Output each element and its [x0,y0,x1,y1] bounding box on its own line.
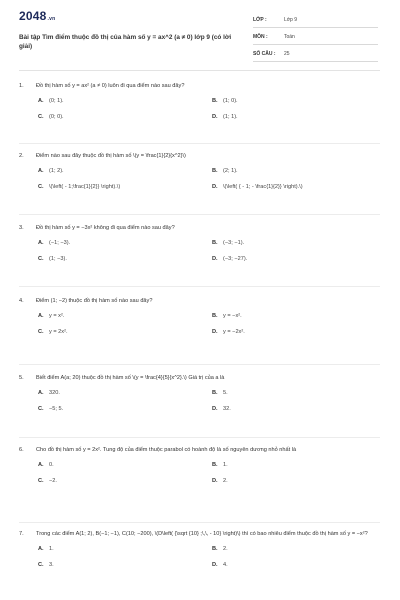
question-3 [19,224,380,270]
option-text: y = −2x². [223,329,245,335]
question-divider [19,286,380,287]
option-text: 1. [49,546,54,552]
question-7 [19,530,380,576]
question-stem [19,446,380,455]
option-letter: B. [212,98,218,104]
question-divider [19,437,380,438]
meta-subject-value: Toán [284,34,295,40]
option-text: 2. [223,478,228,484]
meta-grade [253,14,378,28]
option-letter: B. [212,390,218,396]
option-row [19,114,380,128]
option-text: (0; 1). [49,98,64,104]
option-row [19,256,380,270]
option-a[interactable] [38,168,188,174]
option-letter: C. [38,562,44,568]
option-text: (2; 1). [223,168,238,174]
meta-count-value: 25 [284,51,290,57]
option-row [19,240,380,254]
option-c[interactable] [38,406,188,412]
option-row [19,462,380,476]
option-letter: D. [212,114,218,120]
site-logo[interactable] [19,9,55,23]
option-a[interactable] [38,462,188,468]
option-text: 2. [223,546,228,552]
question-stem [19,530,380,539]
header [0,0,400,60]
question-number: 6. [19,447,24,453]
option-letter: C. [38,114,44,120]
question-text: Biết điểm A(a; 20) thuộc đồ thị hàm số \(y = \frac{4}{5}{x^2}.\) Giá trị của a là [36,375,225,381]
option-row [19,98,380,112]
question-text: Đồ thị hàm số y = ax² (a ≠ 0) luôn đi qua điểm nào sau đây? [36,83,185,89]
option-letter: B. [212,313,218,319]
option-letter: B. [212,462,218,468]
option-text: y = x². [49,313,65,319]
question-number: 4. [19,298,24,304]
option-text: y = 2x². [49,329,68,335]
option-c[interactable] [38,329,188,335]
question-6 [19,446,380,492]
option-letter: B. [212,168,218,174]
option-text: −5; 5. [49,406,64,412]
option-letter: C. [38,406,44,412]
option-text: \(\left( { - 1; - \frac{1}{2}} \right).\) [223,184,303,190]
option-letter: C. [38,478,44,484]
option-letter: A. [38,390,44,396]
option-letter: A. [38,462,44,468]
option-text: y = −x². [223,313,242,319]
question-number: 5. [19,375,24,381]
option-text: \(\left( - 1;\frac{1}{2}} \right).\) [49,184,121,190]
question-text: Cho đồ thị hàm số y = 2x². Tung độ của điểm thuộc parabol có hoành độ là số nguyên dương nhỏ nhất là [36,447,297,453]
option-text: 4. [223,562,228,568]
option-letter: D. [212,478,218,484]
option-a[interactable] [38,546,188,552]
option-letter: A. [38,168,44,174]
question-number: 1. [19,83,24,89]
question-divider [19,143,380,144]
option-c[interactable] [38,184,188,190]
option-text: (1; 1). [223,114,238,120]
option-letter: C. [38,184,44,190]
question-number: 3. [19,225,24,231]
question-number: 2. [19,153,24,159]
option-letter: D. [212,184,218,190]
meta-subject [253,31,378,45]
question-4 [19,297,380,343]
meta-grade-label: LỚP : [253,17,267,23]
question-text: Điểm nào sau đây thuộc đồ thị hàm số \(y = \frac{1}{2}{x^2}\) [36,153,186,159]
option-b[interactable] [212,168,362,174]
meta-subject-label: MÔN : [253,34,268,40]
option-text: 32. [223,406,231,412]
option-b[interactable] [212,462,362,468]
question-2 [19,152,380,198]
option-row [19,562,380,576]
option-b[interactable] [212,313,362,319]
option-d[interactable] [212,478,362,484]
option-d[interactable] [212,256,362,262]
option-row [19,313,380,327]
option-text: (0; 0). [49,114,64,120]
option-text: (−3; −27). [223,256,248,262]
meta-grade-value: Lớp 9 [284,17,298,23]
option-letter: B. [212,240,218,246]
question-divider [19,364,380,365]
question-text: Trong các điểm A(1; 2), B(−1; −1), C(10; −200), \(D\left( {\sqrt {10} ;\,\, - 10} \right)\) thì có bao nhiêu điểm thuộc đồ thị hàm số y = −x²? [36,531,368,537]
option-c[interactable] [38,114,188,120]
option-b[interactable] [212,240,362,246]
option-b[interactable] [212,98,362,104]
option-letter: A. [38,240,44,246]
option-letter: A. [38,313,44,319]
option-text: 3. [49,562,54,568]
option-row [19,184,380,198]
option-row [19,390,380,404]
option-row [19,168,380,182]
option-b[interactable] [212,390,362,396]
question-stem [19,82,380,91]
question-text: Điểm (1; −2) thuộc đồ thị hàm số nào sau đây? [36,298,153,304]
option-text: 0. [49,462,54,468]
meta-info [253,14,378,65]
option-text: (1; 2). [49,168,64,174]
question-number: 7. [19,531,24,537]
logo-suffix: .vn [47,16,56,22]
option-c[interactable] [38,562,188,568]
question-stem [19,224,380,233]
question-text: Đồ thị hàm số y = −3x² không đi qua điểm nào sau đây? [36,225,175,231]
option-text: (1; 0). [223,98,238,104]
option-letter: D. [212,329,218,335]
meta-count [253,48,378,62]
logo-text: 2048 [19,9,47,23]
option-text: (−1; −3). [49,240,71,246]
option-a[interactable] [38,390,188,396]
option-a[interactable] [38,313,188,319]
question-stem [19,374,380,383]
option-d[interactable] [212,329,362,335]
option-text: 1. [223,462,228,468]
option-text: 5. [223,390,228,396]
option-c[interactable] [38,478,188,484]
option-row [19,546,380,560]
option-a[interactable] [38,240,188,246]
option-row [19,478,380,492]
question-stem [19,152,380,161]
question-divider [19,522,380,523]
option-row [19,406,380,420]
meta-count-label: SỐ CÂU : [253,51,276,57]
option-b[interactable] [212,546,362,552]
header-divider [19,70,380,71]
question-divider [19,214,380,215]
option-text: −2. [49,478,57,484]
option-letter: D. [212,562,218,568]
option-text: (1; −3). [49,256,67,262]
option-row [19,329,380,343]
option-letter: A. [38,98,44,104]
option-letter: D. [212,256,218,262]
question-5 [19,374,380,420]
option-letter: A. [38,546,44,552]
option-d[interactable] [212,406,362,412]
option-c[interactable] [38,256,188,262]
question-stem [19,297,380,306]
option-letter: B. [212,546,218,552]
option-text: 320. [49,390,60,396]
option-letter: C. [38,256,44,262]
option-text: (−3; −1). [223,240,245,246]
question-1 [19,82,380,128]
option-d[interactable] [212,562,362,568]
document-title: Bài tập Tìm điểm thuộc đồ thị của hàm số y = ax^2 (a ≠ 0) lớp 9 (có lời giải) [19,34,232,50]
option-d[interactable] [212,184,362,190]
option-letter: D. [212,406,218,412]
option-a[interactable] [38,98,188,104]
option-d[interactable] [212,114,362,120]
option-letter: C. [38,329,44,335]
